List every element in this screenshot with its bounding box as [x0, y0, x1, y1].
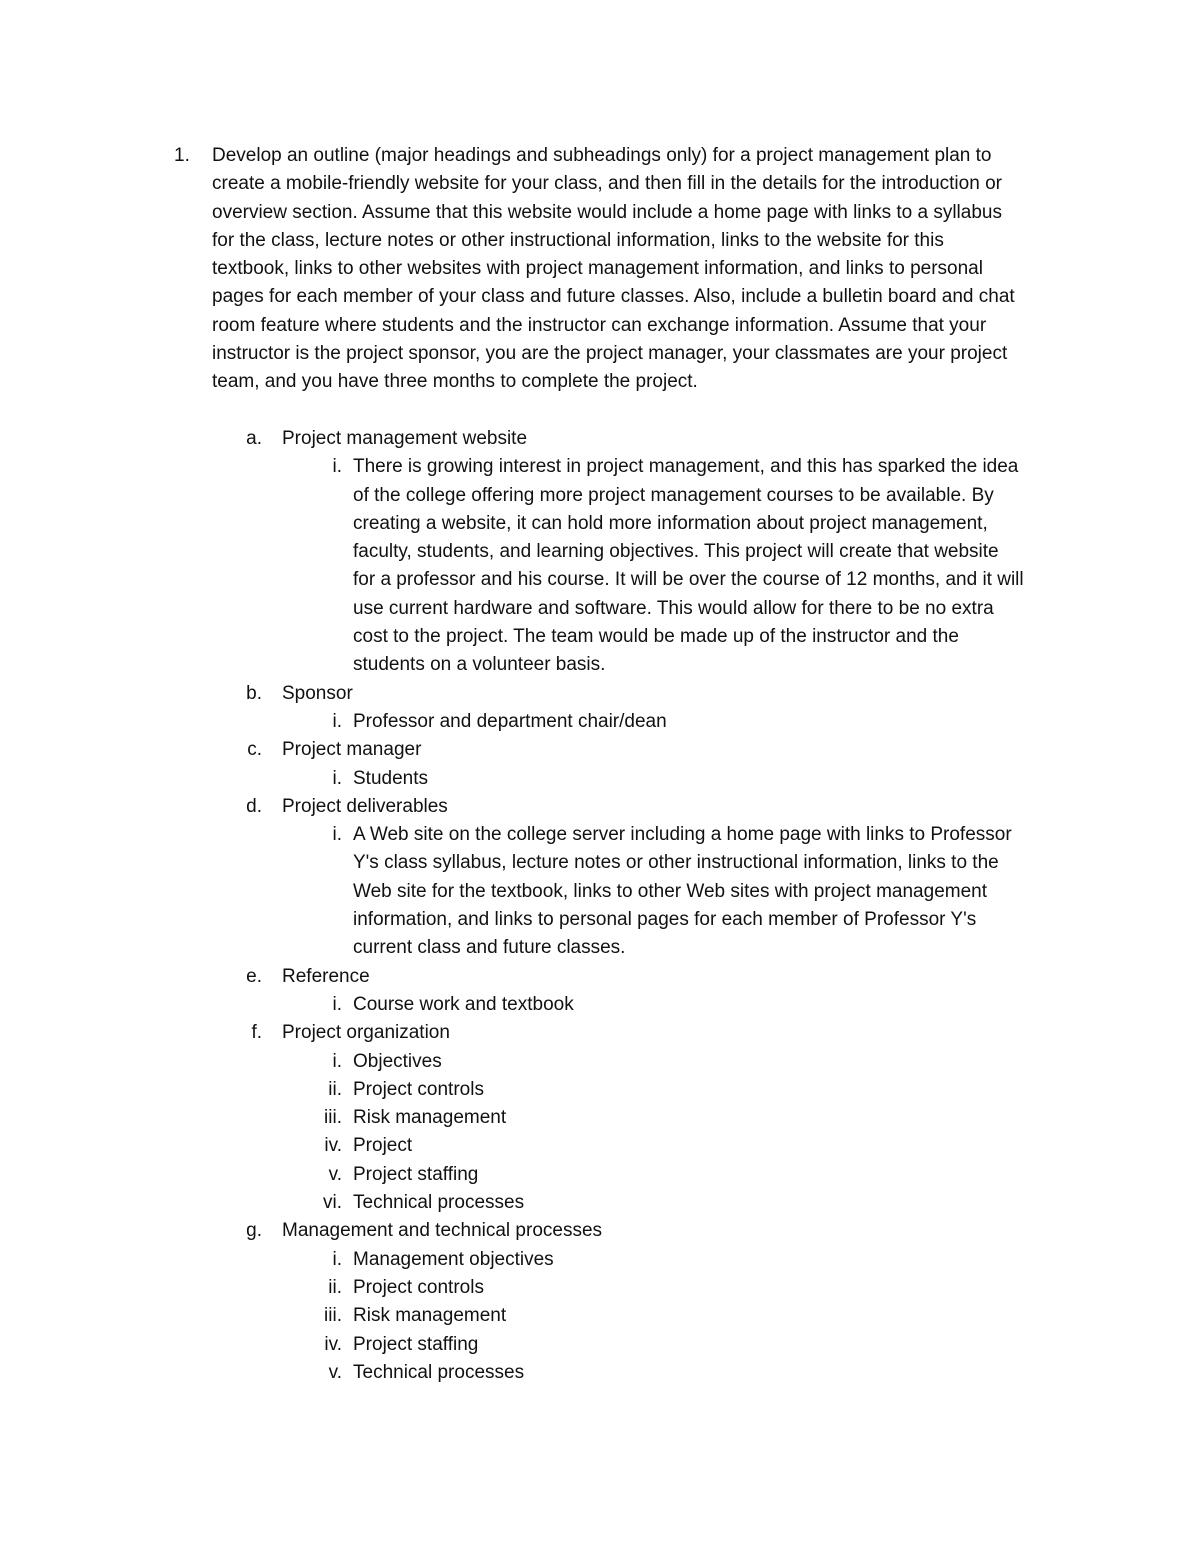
- subitem-text: Technical processes: [353, 1192, 525, 1214]
- subitem-marker: vi.: [323, 1192, 342, 1214]
- subitem-marker: iii.: [324, 1305, 342, 1327]
- subitem-marker: iv.: [324, 1333, 342, 1355]
- outline-subitem: [0, 1359, 1200, 1387]
- subitem-marker: i.: [332, 767, 342, 789]
- subitem-marker: ii.: [328, 1078, 342, 1100]
- outline-heading: [0, 1019, 1200, 1047]
- subitem-marker: v.: [328, 1361, 342, 1383]
- outline-subitem: [0, 708, 1200, 736]
- subitem-marker: iv.: [324, 1135, 342, 1157]
- outline-subitem: [0, 1246, 1200, 1274]
- heading-label: Project organization: [282, 1022, 450, 1044]
- subitem-marker: i.: [332, 1050, 342, 1072]
- outline-subitem: [0, 1189, 1200, 1217]
- subitem-marker: v.: [328, 1163, 342, 1185]
- outline-subitem: [0, 1048, 1200, 1076]
- subitem-text: Project staffing: [353, 1333, 479, 1355]
- outline-heading: [0, 425, 1200, 453]
- outline-list: [0, 425, 1200, 1387]
- outline-subitem: [0, 1302, 1200, 1330]
- outline-heading: [0, 736, 1200, 764]
- outline-heading: [0, 963, 1200, 991]
- subitem-text: Risk management: [353, 1107, 507, 1129]
- heading-marker: b.: [246, 682, 262, 704]
- subitem-text: Professor and department chair/dean: [353, 710, 667, 732]
- subitem-text: Objectives: [353, 1050, 442, 1072]
- heading-label: Management and technical processes: [282, 1220, 603, 1242]
- subitem-marker: i.: [332, 993, 342, 1015]
- subitem-marker: i.: [332, 710, 342, 732]
- outline-heading: [0, 680, 1200, 708]
- heading-marker: g.: [246, 1220, 262, 1242]
- subitem-text: Risk management: [353, 1305, 507, 1327]
- subitem-text: Project controls: [353, 1078, 484, 1100]
- subitem-text: Project controls: [353, 1276, 484, 1298]
- outline-subitem: [0, 1076, 1200, 1104]
- outline-heading: [0, 1217, 1200, 1245]
- subitem-text: Course work and textbook: [353, 993, 574, 1015]
- question-text: Develop an outline (major headings and subheadings only) for a project management plan to create a mobile-friendly website for your class, and then fill in the details for the introduction or overview section. Assume that this website would include a home page with links to a syllabus for the class, lecture notes or other instructional information, links to the website for this textbook, links to other websites with project management information, and links to personal pages for each member of your class and future classes. Also, include a bulletin board and chat room feature where students and the instructor can exchange information. Assume that your instructor is the project sponsor, you are the project manager, your classmates are your project team, and you have three months to complete the project.: [212, 145, 1015, 393]
- heading-marker: a.: [246, 428, 262, 449]
- subitem-text: Project staffing: [353, 1163, 479, 1185]
- heading-label: Project manager: [282, 739, 422, 761]
- outline-subitem: [0, 1274, 1200, 1302]
- heading-marker: f.: [251, 1022, 262, 1044]
- outline-subitem: [0, 1331, 1200, 1359]
- heading-label: Project deliverables: [282, 795, 448, 817]
- subitem-marker: ii.: [328, 1276, 342, 1298]
- subitem-text: Management objectives: [353, 1248, 554, 1270]
- outline-subitem: [0, 1104, 1200, 1132]
- subitem-marker: i.: [332, 456, 342, 478]
- outline-subitem: [0, 765, 1200, 793]
- subitem-text: Technical processes: [353, 1361, 525, 1383]
- outline-subitem: [0, 453, 1200, 679]
- subitem-text: Students: [353, 767, 428, 789]
- subitem-marker: i.: [332, 824, 342, 846]
- outline-subitem: [0, 821, 1200, 962]
- outline-subitem: [0, 1132, 1200, 1160]
- heading-marker: c.: [247, 739, 262, 761]
- subitem-text: There is growing interest in project management, and this has sparked the idea of the college offering more project management courses to be available. By creating a website, it can hold more information about project management, faculty, students, and learning objectives. This project will create that website for a professor and his course. It will be over the course of 12 months, and it will use current hardware and software. This would allow for there to be no extra cost to the project. The team would be made up of the instructor and the students on a volunteer basis.: [353, 456, 1024, 676]
- heading-marker: d.: [246, 795, 262, 817]
- subitem-marker: i.: [332, 1248, 342, 1270]
- question-number: 1.: [174, 145, 190, 166]
- heading-marker: e.: [246, 965, 262, 987]
- outline-subitem: [0, 991, 1200, 1019]
- heading-label: Project management website: [282, 428, 528, 449]
- subitem-text: Project: [353, 1135, 413, 1157]
- heading-label: Sponsor: [282, 682, 353, 704]
- outline-heading: [0, 793, 1200, 821]
- heading-label: Reference: [282, 965, 370, 987]
- subitem-marker: iii.: [324, 1107, 342, 1129]
- subitem-text: A Web site on the college server including a home page with links to Professor Y's class syllabus, lecture notes or other instructional information, links to the Web site for the textbook, links to other Web sites with project management information, and links to personal pages for each member of Professor Y's current class and future classes.: [353, 824, 1012, 959]
- outline-subitem: [0, 1161, 1200, 1189]
